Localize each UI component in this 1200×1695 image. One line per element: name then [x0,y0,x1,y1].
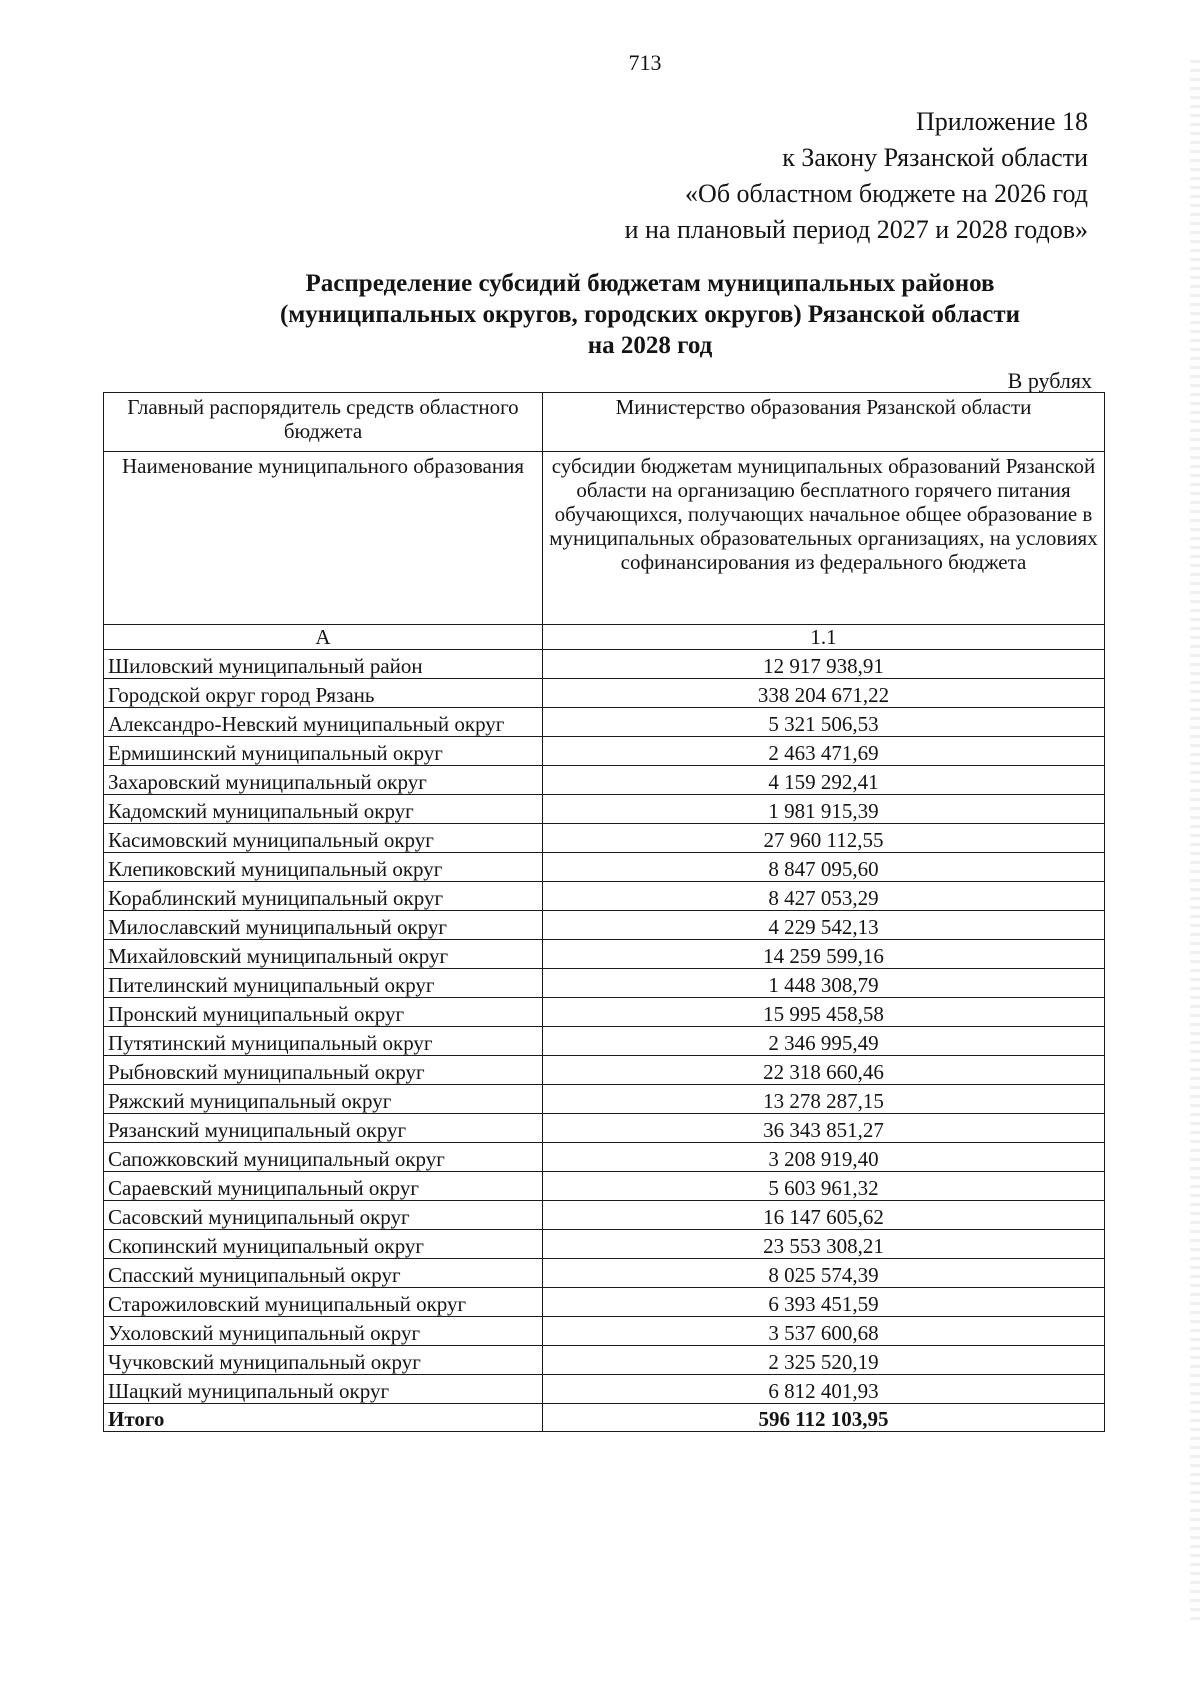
subsidy-amount: 2 463 471,69 [543,737,1105,766]
municipality-name: Сараевский муниципальный округ [104,1172,543,1201]
header-row-description [104,452,1105,625]
table-row [104,1288,1105,1317]
total-row [104,1404,1105,1432]
subsidy-amount: 3 537 600,68 [543,1317,1105,1346]
appendix-line: «Об областном бюджете на 2026 год [685,179,1088,208]
subsidy-amount: 1 981 915,39 [543,795,1105,824]
column-code-1-1: 1.1 [543,625,1105,650]
header-row-administrator [104,393,1105,452]
header-administrator-value: Министерство образования Рязанской области [543,393,1105,452]
municipality-name: Клепиковский муниципальный округ [104,853,543,882]
header-subsidy-description: субсидии бюджетам муниципальных образований Рязанской области на организацию бесплатного горячего питания обучающихся, получающих начальное общее образование в муниципальных образовательных организациях, на условиях софинансирования из федерального бюджета [543,452,1105,625]
subsidy-amount: 15 995 458,58 [543,998,1105,1027]
municipality-name: Сасовский муниципальный округ [104,1201,543,1230]
table-row [104,969,1105,998]
table-row [104,1317,1105,1346]
municipality-name: Милославский муниципальный округ [104,911,543,940]
municipality-name: Городской округ город Рязань [104,679,543,708]
municipality-name: Ряжский муниципальный округ [104,1085,543,1114]
subsidy-amount: 338 204 671,22 [543,679,1105,708]
subsidy-amount: 13 278 287,15 [543,1085,1105,1114]
subsidy-amount: 4 159 292,41 [543,766,1105,795]
table-row [104,1346,1105,1375]
subsidy-amount: 8 025 574,39 [543,1259,1105,1288]
table-row [104,766,1105,795]
unit-note: В рублях [1007,368,1092,393]
subsidy-amount: 1 448 308,79 [543,969,1105,998]
subsidy-amount: 12 917 938,91 [543,650,1105,679]
municipality-name: Шацкий муниципальный округ [104,1375,543,1404]
appendix-line: к Закону Рязанской области [782,143,1088,172]
table-row [104,998,1105,1027]
table-row [104,1172,1105,1201]
municipality-name: Кораблинский муниципальный округ [104,882,543,911]
table-row [104,1230,1105,1259]
column-code-a: А [104,625,543,650]
column-codes-row [104,625,1105,650]
table-row [104,824,1105,853]
table-row [104,911,1105,940]
table-row [104,1085,1105,1114]
subsidy-amount: 16 147 605,62 [543,1201,1105,1230]
header-administrator-label: Главный распорядитель средств областного бюджета [104,393,543,452]
municipality-name: Шиловский муниципальный район [104,650,543,679]
subsidy-amount: 6 393 451,59 [543,1288,1105,1317]
municipality-name: Чучковский муниципальный округ [104,1346,543,1375]
table-row [104,882,1105,911]
municipality-name: Пронский муниципальный округ [104,998,543,1027]
table-row [104,1143,1105,1172]
subsidy-amount: 14 259 599,16 [543,940,1105,969]
appendix-header [625,104,1088,248]
municipality-name: Кадомский муниципальный округ [104,795,543,824]
title-line: Распределение субсидий бюджетам муниципальных районов [305,270,995,297]
total-amount: 596 112 103,95 [543,1404,1105,1432]
municipality-name: Михайловский муниципальный округ [104,940,543,969]
header-municipality-label: Наименование муниципального образования [104,452,543,625]
subsidy-amount: 8 427 053,29 [543,882,1105,911]
subsidy-amount: 8 847 095,60 [543,853,1105,882]
municipality-name: Сапожковский муниципальный округ [104,1143,543,1172]
table-row [104,708,1105,737]
subsidy-amount: 27 960 112,55 [543,824,1105,853]
municipality-name: Рязанский муниципальный округ [104,1114,543,1143]
page-number: 713 [628,50,662,75]
subsidy-amount: 6 812 401,93 [543,1375,1105,1404]
table-row [104,853,1105,882]
municipality-name: Рыбновский муниципальный округ [104,1056,543,1085]
title-line: (муниципальных округов, городских округов) Рязанской области [279,301,1021,328]
subsidy-amount: 5 321 506,53 [543,708,1105,737]
table-row [104,795,1105,824]
municipality-name: Ухоловский муниципальный округ [104,1317,543,1346]
subsidy-amount: 4 229 542,13 [543,911,1105,940]
table-row [104,940,1105,969]
appendix-line: Приложение 18 [915,107,1088,136]
table-row [104,737,1105,766]
subsidy-amount: 5 603 961,32 [543,1172,1105,1201]
municipality-name: Пителинский муниципальный округ [104,969,543,998]
municipality-name: Старожиловский муниципальный округ [104,1288,543,1317]
municipality-name: Скопинский муниципальный округ [104,1230,543,1259]
municipality-name: Захаровский муниципальный округ [104,766,543,795]
table-row [104,1027,1105,1056]
appendix-line: и на плановый период 2027 и 2028 годов» [624,215,1088,244]
table-row [104,650,1105,679]
table-row [104,1375,1105,1404]
subsidy-table [103,392,1105,1432]
title-line: на 2028 год [587,332,713,359]
municipality-name: Путятинский муниципальный округ [104,1027,543,1056]
table-row [104,1114,1105,1143]
subsidy-amount: 3 208 919,40 [543,1143,1105,1172]
document-title [170,268,1130,361]
municipality-name: Спасский муниципальный округ [104,1259,543,1288]
table-row [104,1201,1105,1230]
subsidy-amount: 2 346 995,49 [543,1027,1105,1056]
municipality-name: Ермишинский муниципальный округ [104,737,543,766]
municipality-name: Касимовский муниципальный округ [104,824,543,853]
subsidy-amount: 22 318 660,46 [543,1056,1105,1085]
municipality-name: Александро-Невский муниципальный округ [104,708,543,737]
subsidy-amount: 2 325 520,19 [543,1346,1105,1375]
subsidy-amount: 23 553 308,21 [543,1230,1105,1259]
total-label: Итого [104,1404,543,1432]
table-row [104,679,1105,708]
table-row [104,1259,1105,1288]
scan-edge [1190,60,1200,1620]
table-row [104,1056,1105,1085]
subsidy-amount: 36 343 851,27 [543,1114,1105,1143]
